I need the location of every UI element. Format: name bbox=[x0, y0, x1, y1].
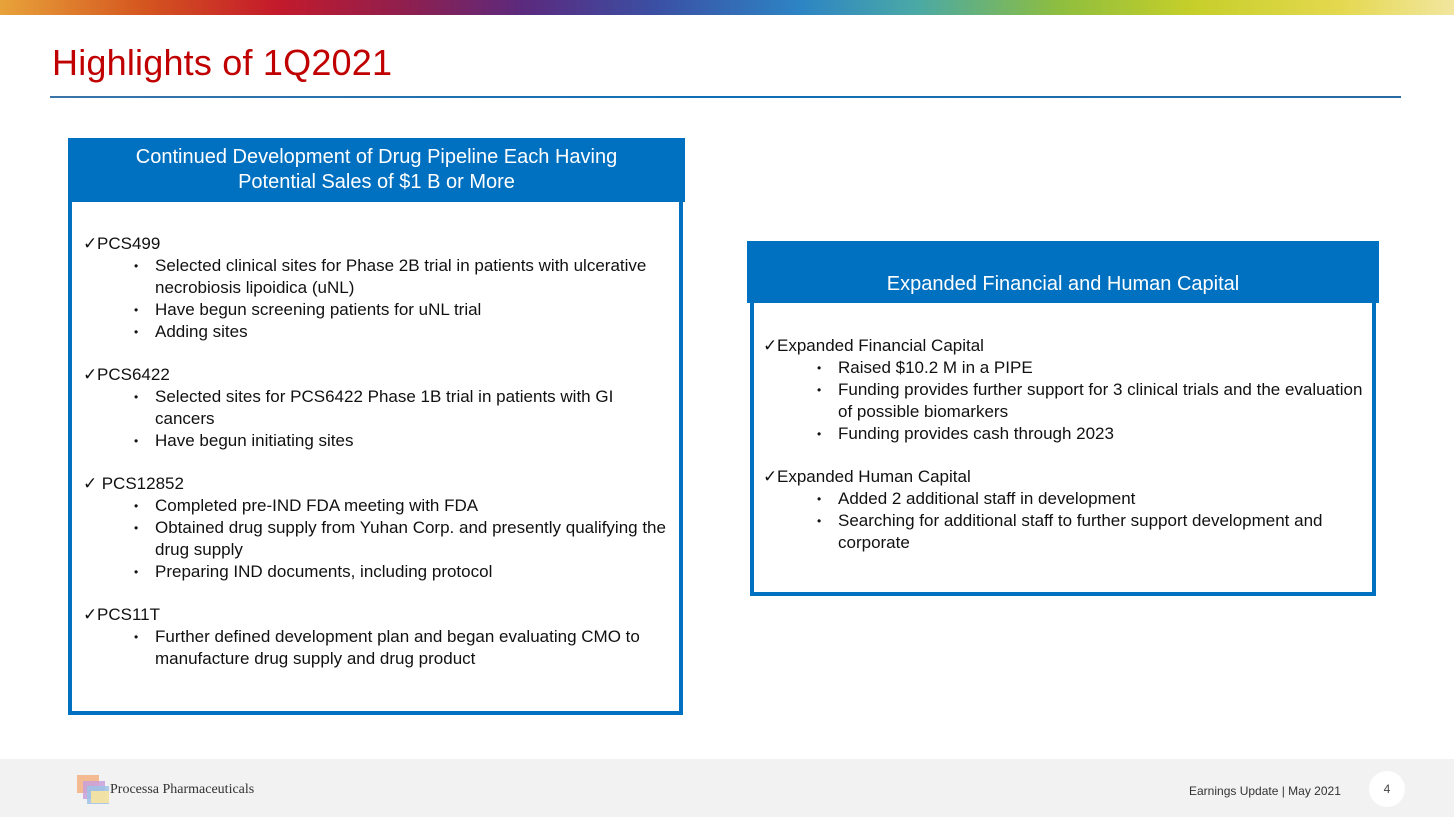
footer-note: Earnings Update | May 2021 bbox=[1189, 784, 1341, 798]
pipeline-section-pcs499 bbox=[83, 233, 673, 343]
bullet-item: • Funding provides cash through 2023 bbox=[838, 423, 1368, 445]
company-logo-icon bbox=[77, 775, 109, 805]
capital-section-financial bbox=[763, 335, 1368, 445]
bullet-item: • Further defined development plan and began evaluating CMO to manufacture drug supply and drug product bbox=[155, 626, 673, 670]
checkmark-icon: ✓ bbox=[763, 336, 778, 355]
section-heading bbox=[763, 335, 1368, 357]
bullet-list bbox=[83, 386, 673, 452]
checkmark-icon: ✓ bbox=[83, 605, 98, 624]
right-panel-header bbox=[747, 241, 1379, 303]
bullet-item: • Completed pre-IND FDA meeting with FDA bbox=[155, 495, 673, 517]
section-title: PCS11T bbox=[97, 605, 160, 624]
slide-title: Highlights of 1Q2021 bbox=[52, 42, 393, 83]
bullet-list bbox=[83, 495, 673, 583]
pipeline-section-pcs12852 bbox=[83, 473, 673, 583]
checkmark-icon: ✓ bbox=[763, 467, 778, 486]
bullet-item: • Searching for additional staff to further support development and corporate bbox=[838, 510, 1368, 554]
checkmark-icon: ✓ bbox=[83, 474, 98, 493]
section-heading bbox=[83, 364, 673, 386]
bullet-list bbox=[83, 255, 673, 343]
section-title: PCS499 bbox=[97, 234, 161, 253]
bullet-list bbox=[763, 488, 1368, 554]
left-panel-header-line2: Potential Sales of $1 B or More bbox=[238, 171, 515, 193]
bullet-item: • Raised $10.2 M in a PIPE bbox=[838, 357, 1368, 379]
section-heading bbox=[83, 473, 673, 495]
capital-section-human bbox=[763, 466, 1368, 554]
page-number: 4 bbox=[1369, 771, 1405, 807]
left-panel-body bbox=[83, 233, 673, 691]
right-panel-body bbox=[763, 335, 1368, 575]
bullet-item: • Preparing IND documents, including protocol bbox=[155, 561, 673, 583]
company-name: Processa Pharmaceuticals bbox=[110, 782, 255, 797]
checkmark-icon: ✓ bbox=[83, 234, 98, 253]
section-title: PCS6422 bbox=[97, 365, 170, 384]
bullet-item: • Have begun screening patients for uNL trial bbox=[155, 299, 673, 321]
pipeline-section-pcs11t bbox=[83, 604, 673, 670]
section-title: PCS12852 bbox=[97, 474, 184, 493]
section-heading bbox=[83, 233, 673, 255]
bullet-list bbox=[83, 626, 673, 670]
bullet-item: • Selected sites for PCS6422 Phase 1B trial in patients with GI cancers bbox=[155, 386, 673, 430]
bullet-list bbox=[763, 357, 1368, 445]
checkmark-icon: ✓ bbox=[83, 365, 98, 384]
bullet-item: • Have begun initiating sites bbox=[155, 430, 673, 452]
bullet-item: • Added 2 additional staff in development bbox=[838, 488, 1368, 510]
top-color-bar bbox=[0, 0, 1454, 15]
section-title: Expanded Financial Capital bbox=[777, 336, 984, 355]
left-panel-header bbox=[68, 138, 685, 202]
section-title: Expanded Human Capital bbox=[777, 467, 971, 486]
left-panel-header-line1: Continued Development of Drug Pipeline Each Having bbox=[135, 146, 618, 168]
bullet-item: • Funding provides further support for 3 clinical trials and the evaluation of possible biomarkers bbox=[838, 379, 1368, 423]
section-heading bbox=[83, 604, 673, 626]
section-heading bbox=[763, 466, 1368, 488]
pipeline-section-pcs6422 bbox=[83, 364, 673, 452]
right-panel-header-text: Expanded Financial and Human Capital bbox=[886, 273, 1240, 295]
title-divider bbox=[50, 96, 1401, 98]
bullet-item: • Selected clinical sites for Phase 2B trial in patients with ulcerative necrobiosis lipoidica (uNL) bbox=[155, 255, 673, 299]
bullet-item: • Obtained drug supply from Yuhan Corp. and presently qualifying the drug supply bbox=[155, 517, 673, 561]
bullet-item: • Adding sites bbox=[155, 321, 673, 343]
